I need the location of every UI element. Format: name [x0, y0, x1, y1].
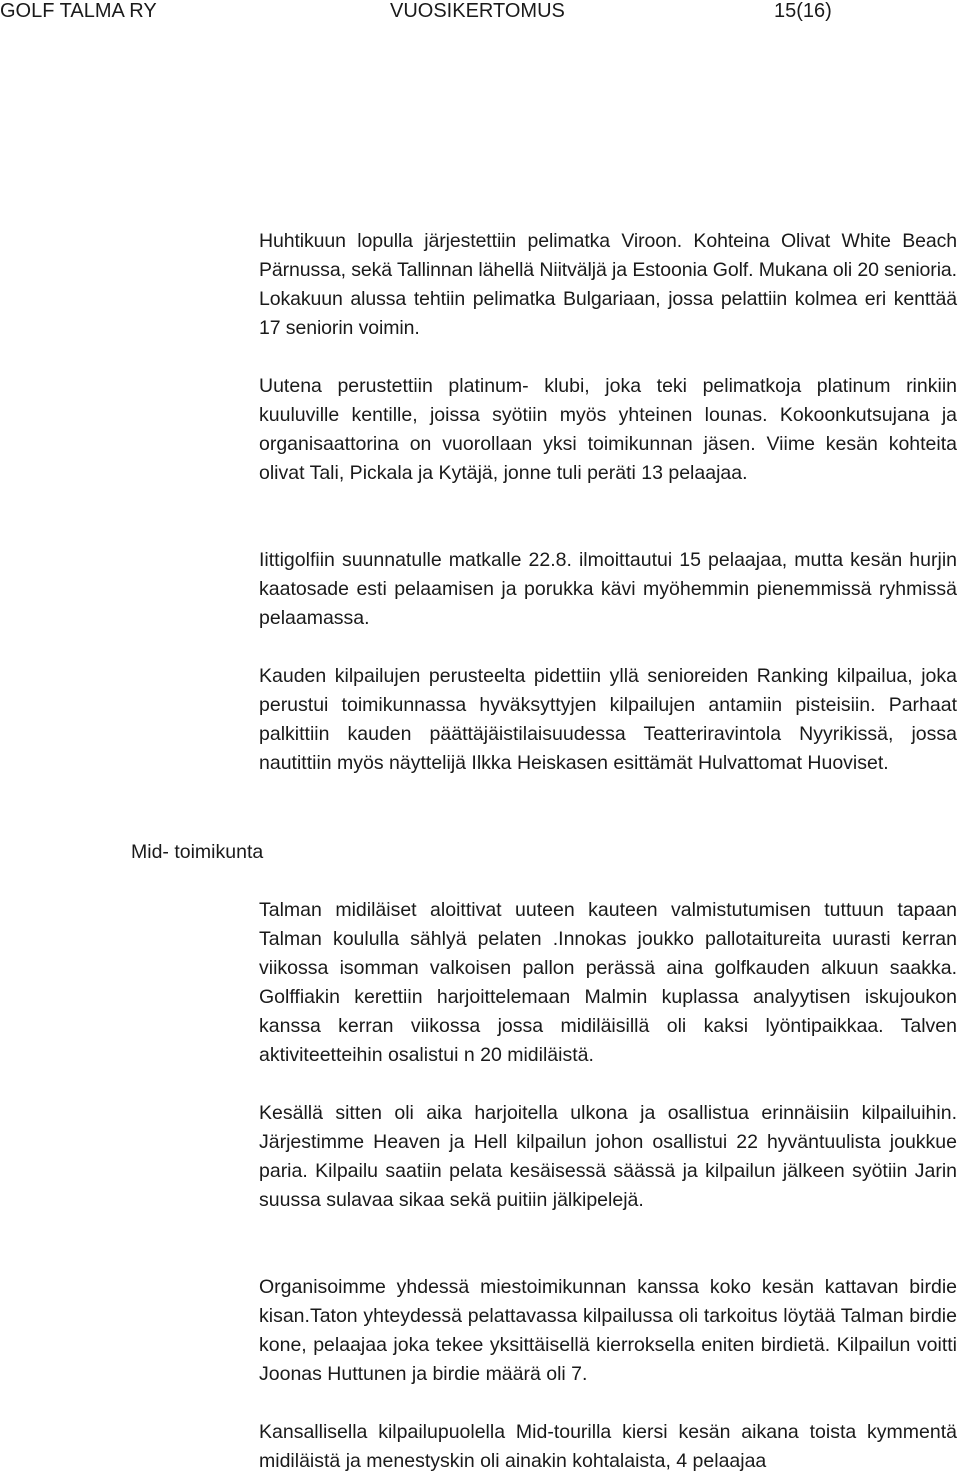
section-label-mid: Mid- toimikunta	[131, 841, 264, 863]
paragraph-birdie-contest: Organisoimme yhdessä miestoimikunnan kanssa koko kesän kattavan birdie kisan.Taton yhteydessä pelattavassa kilpailussa oli tarkoitus löytää Talman birdie kone, pelaajaa joka tekee yksittäisellä kierroksella eniten birdietä. Kilpailun voitti Joonas Huttunen ja birdie määrä oli 7.	[259, 1276, 957, 1385]
header-document-title: VUOSIKERTOMUS	[390, 0, 565, 22]
paragraph-mid-tour: Kansallisella kilpailupuolella Mid-tourilla kiersi kesän aikana toista kymmentä midiläistä ja menestyskin oli ainakin kohtalaista, 4 pelaajaa	[259, 1421, 957, 1472]
paragraph-winter-activities: Talman midiläiset aloittivat uuteen kauteen valmistutumisen tuttuun tapaan Talman koululla sählyä pelaten .Innokas joukko pallotaitureita uurasti kerran viikossa isomman valkoisen pallon perässä aina golfkauden alkuun saakka. Golffiakin kerettiin harjoittelemaan Malmin kuplassa analyytisen iskujoukon kanssa kerran viikossa jossa midiläisillä oli kaksi lyöntipaikkaa. Talven aktiviteetteihin osalistui n 20 midiläistä.	[259, 899, 957, 1066]
page-header	[0, 0, 960, 22]
paragraph-ranking: Kauden kilpailujen perusteelta pidettiin yllä senioreiden Ranking kilpailua, joka perustui toimikunnassa hyväksyttyjen kilpailujen antamiin pisteisiin. Parhaat palkittiin kauden päättäjäistilaisuudessa Teatteriravintola Nyyrikissä, jossa nautittiin myös näyttelijä Ilkka Heiskasen esittämät Hulvattomat Huoviset.	[259, 665, 957, 774]
paragraph-iitti-trip: Iittigolfiin suunnatulle matkalle 22.8. ilmoittautui 15 pelaajaa, mutta kesän hurjin kaatosade esti pelaamisen ja porukka kävi myöhemmin pienemmissä ryhmissä pelaamassa.	[259, 549, 957, 629]
header-page-number: 15(16)	[774, 0, 832, 22]
paragraph-platinum-club: Uutena perustettiin platinum- klubi, joka teki pelimatkoja platinum rinkiin kuuluville kentille, joissa syötiin myös yhteinen lounas. Kokoonkutsujana ja organisaattorina on vuorollaan yksi toimikunnan jäsen. Viime kesän kohteita olivat Tali, Pickala ja Kytäjä, jonne tuli peräti 13 pelaajaa.	[259, 375, 957, 484]
header-organization: GOLF TALMA RY	[0, 0, 157, 22]
paragraph-summer-competitions: Kesällä sitten oli aika harjoitella ulkona ja osallistua erinnäisiin kilpailuihin. Järjestimme Heaven ja Hell kilpailun johon osallistui 22 hyväntuulista joukkue paria. Kilpailu saatiin pelata kesäisessä säässä ja kilpailun jälkeen syötiin Jarin suussa sulavaa sikaa sekä puitiin jälkipelejä.	[259, 1102, 957, 1211]
paragraph-travel: Huhtikuun lopulla järjestettiin pelimatka Viroon. Kohteina Olivat White Beach Pärnussa, sekä Tallinnan lähellä Niitväljä ja Estoonia Golf. Mukana oli 20 senioria. Lokakuun alussa tehtiin pelimatka Bulgariaan, jossa pelattiin kolmea eri kenttää 17 seniorin voimin.	[259, 230, 957, 339]
